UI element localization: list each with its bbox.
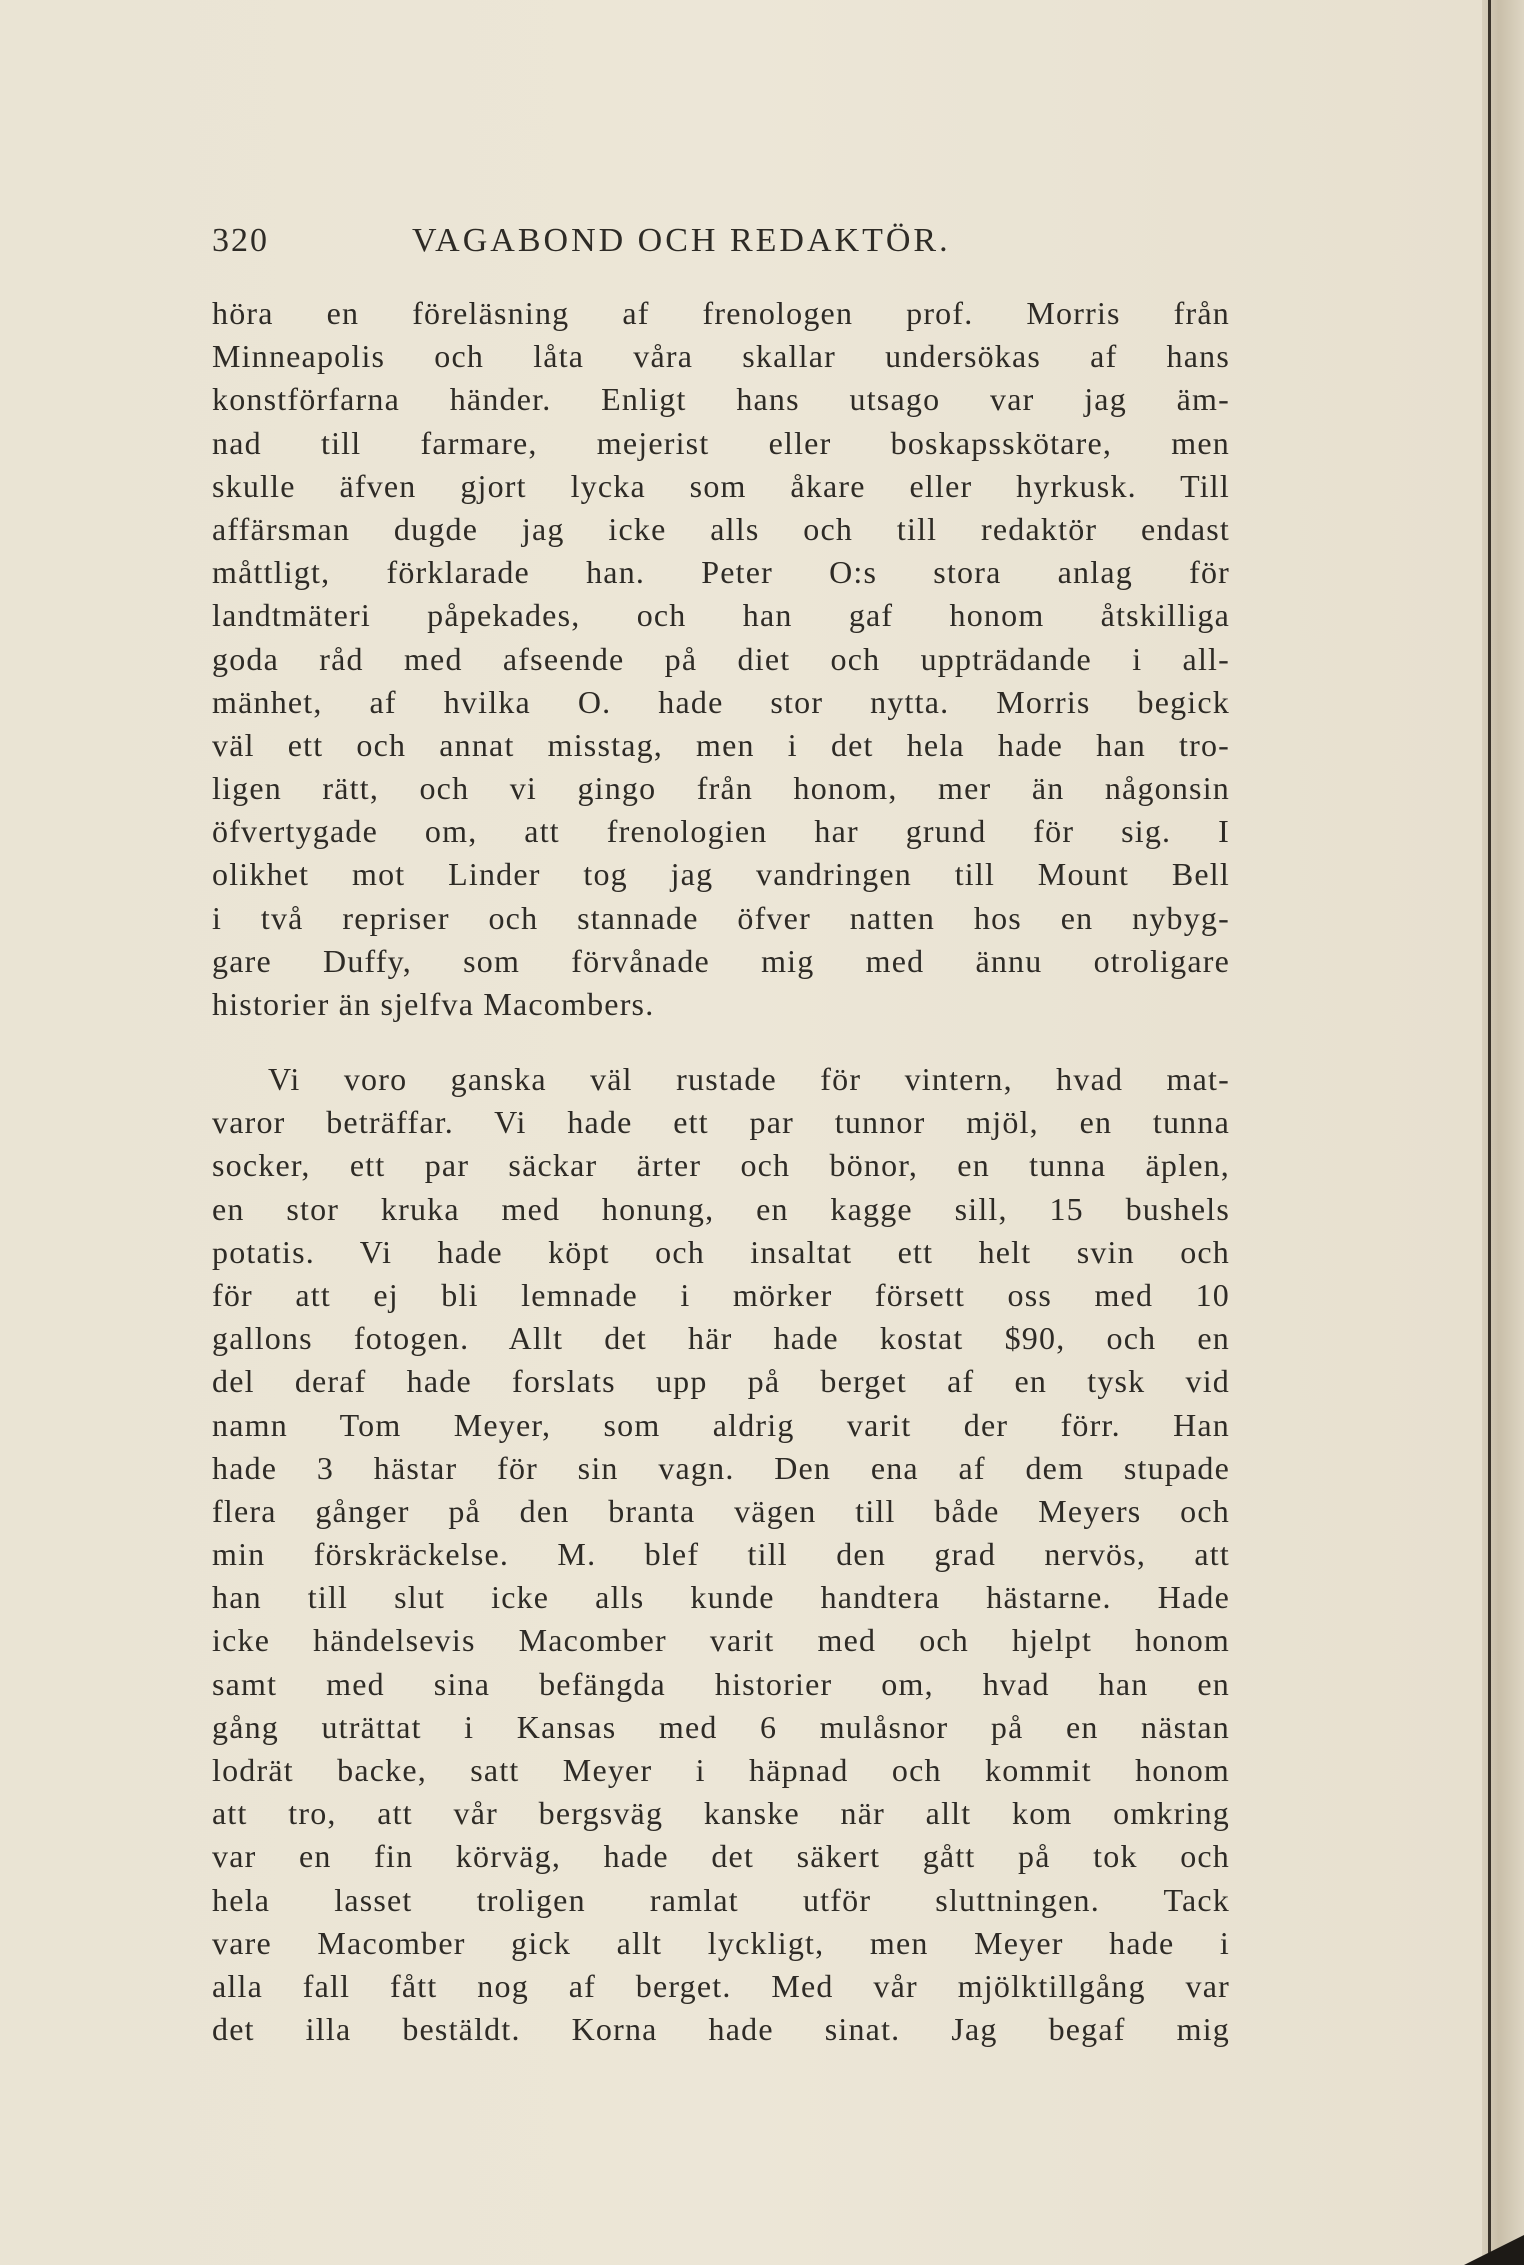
- text-line: affärsman dugde jag icke alls och till redaktör endast: [212, 510, 1230, 547]
- text-line: potatis. Vi hade köpt och insaltat ett helt svin och: [212, 1233, 1230, 1270]
- text-line: höra en föreläsning af frenologen prof. Morris från: [212, 295, 1230, 331]
- text-line: gallons fotogen. Allt det här hade kostat $90, och en: [212, 1320, 1230, 1357]
- running-title: VAGABOND OCH REDAKTÖR.: [412, 222, 951, 259]
- text-line: han till slut icke alls kunde handtera hästarne. Hade: [212, 1579, 1230, 1616]
- text-line: hade 3 hästar för sin vagn. Den ena af dem stupade: [212, 1449, 1230, 1486]
- text-line: gare Duffy, som förvånade mig med ännu otroligare: [212, 942, 1230, 979]
- text-line: Minneapolis och låta våra skallar undersökas af hans: [212, 338, 1230, 375]
- text-line: konstförfarna händer. Enligt hans utsago var jag äm-: [212, 381, 1230, 418]
- text-line: måttligt, förklarade han. Peter O:s stora anlag för: [212, 554, 1230, 591]
- page-number: 320: [212, 222, 269, 259]
- text-line: nad till farmare, mejerist eller boskapsskötare, men: [212, 424, 1230, 461]
- text-line: vare Macomber gick allt lyckligt, men Meyer hade i: [212, 1924, 1230, 1961]
- text-line: en stor kruka med honung, en kagge sill, 15 bushels: [212, 1190, 1230, 1227]
- text-line: var en fin körväg, hade det säkert gått på tok och: [212, 1838, 1230, 1875]
- corner-shadow: [1464, 2235, 1524, 2265]
- text-line: alla fall fått nog af berget. Med vår mjölktillgång var: [212, 1967, 1230, 2004]
- text-line: del deraf hade forslats upp på berget af en tysk vid: [212, 1363, 1230, 1400]
- text-line: samt med sina befängda historier om, hvad han en: [212, 1665, 1230, 1702]
- text-line: historier än sjelfva Macombers.: [212, 986, 655, 1022]
- text-line: det illa bestäldt. Korna hade sinat. Jag begaf mig: [212, 2011, 1230, 2048]
- text-line: för att ej bli lemnade i mörker försett oss med 10: [212, 1276, 1230, 1313]
- text-line: skulle äfven gjort lycka som åkare eller hyrkusk. Till: [212, 467, 1230, 504]
- text-line: öfvertygade om, att frenologien har grund för sig. I: [212, 813, 1230, 850]
- text-line: namn Tom Meyer, som aldrig varit der förr. Han: [212, 1406, 1230, 1443]
- text-line: hela lasset troligen ramlat utför sluttningen. Tack: [212, 1881, 1230, 1918]
- running-head: [212, 222, 1242, 272]
- text-line: socker, ett par säckar ärter och bönor, en tunna äplen,: [212, 1147, 1230, 1184]
- text-line: väl ett och annat misstag, men i det hela hade han tro-: [212, 726, 1230, 763]
- text-line: Vi voro ganska väl rustade för vintern, hvad mat-: [268, 1061, 1230, 1097]
- text-line: lodrät backe, satt Meyer i häpnad och kommit honom: [212, 1752, 1230, 1788]
- text-line: gång uträttat i Kansas med 6 mulåsnor på en nästan: [212, 1708, 1230, 1745]
- text-line: att tro, att vår bergsväg kanske när allt kom omkring: [212, 1795, 1230, 1832]
- text-line: flera gånger på den branta vägen till både Meyers och: [212, 1492, 1230, 1529]
- text-line: goda råd med afseende på diet och uppträdande i all-: [212, 640, 1230, 677]
- page-edge: [1488, 0, 1491, 2265]
- paragraph-2: [212, 1058, 1230, 2051]
- text-line: mänhet, af hvilka O. hade stor nytta. Morris begick: [212, 683, 1230, 720]
- text-line: i två repriser och stannade öfver natten hos en nybyg-: [212, 899, 1230, 936]
- text-line: varor beträffar. Vi hade ett par tunnor mjöl, en tunna: [212, 1104, 1230, 1141]
- text-line: landtmäteri påpekades, och han gaf honom åtskilliga: [212, 597, 1230, 634]
- text-line: olikhet mot Linder tog jag vandringen till Mount Bell: [212, 856, 1230, 893]
- text-line: icke händelsevis Macomber varit med och hjelpt honom: [212, 1622, 1230, 1659]
- text-line: ligen rätt, och vi gingo från honom, mer än någonsin: [212, 770, 1230, 807]
- text-line: min förskräckelse. M. blef till den grad nervös, att: [212, 1536, 1230, 1573]
- paragraph-1: [212, 292, 1230, 1026]
